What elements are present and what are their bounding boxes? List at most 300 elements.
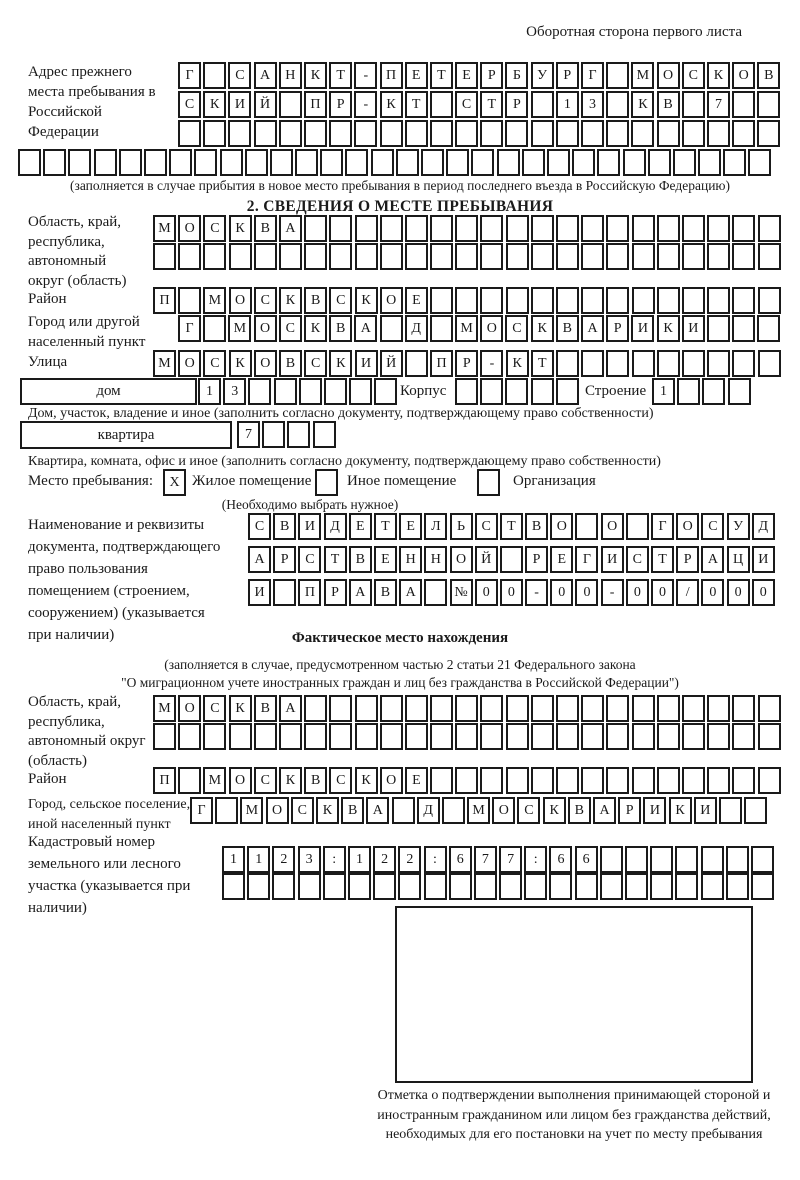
char-cell[interactable] xyxy=(556,378,579,405)
char-cell[interactable] xyxy=(556,350,579,377)
char-cell[interactable]: М xyxy=(455,315,478,342)
char-cell[interactable] xyxy=(758,350,781,377)
char-cell[interactable]: 1 xyxy=(652,378,675,405)
char-cell[interactable] xyxy=(522,149,545,176)
char-cell[interactable]: М xyxy=(203,287,226,314)
char-cell[interactable] xyxy=(329,723,352,750)
char-cell[interactable]: Т xyxy=(480,91,503,118)
char-cell[interactable] xyxy=(556,723,579,750)
char-cell[interactable] xyxy=(751,846,774,873)
char-cell[interactable] xyxy=(480,215,503,242)
char-cell[interactable] xyxy=(262,421,285,448)
char-cell[interactable] xyxy=(355,695,378,722)
char-cell[interactable] xyxy=(178,767,201,794)
char-cell[interactable]: П xyxy=(304,91,327,118)
char-cell[interactable]: В xyxy=(279,350,302,377)
char-cell[interactable] xyxy=(625,846,648,873)
char-cell[interactable]: 3 xyxy=(581,91,604,118)
char-cell[interactable]: М xyxy=(240,797,263,824)
char-cell[interactable] xyxy=(480,287,503,314)
char-cell[interactable]: Е xyxy=(405,287,428,314)
char-cell[interactable] xyxy=(304,215,327,242)
checkbox-organization[interactable] xyxy=(477,469,500,496)
char-cell[interactable]: П xyxy=(153,767,176,794)
char-cell[interactable]: О xyxy=(380,767,403,794)
char-cell[interactable]: Е xyxy=(405,62,428,89)
char-cell[interactable]: У xyxy=(531,62,554,89)
char-cell[interactable] xyxy=(549,873,572,900)
char-cell[interactable] xyxy=(632,723,655,750)
char-cell[interactable] xyxy=(581,120,604,147)
char-cell[interactable]: - xyxy=(480,350,503,377)
char-cell[interactable]: С xyxy=(298,546,321,573)
char-cell[interactable]: / xyxy=(676,579,699,606)
char-cell[interactable] xyxy=(732,723,755,750)
char-cell[interactable] xyxy=(682,767,705,794)
char-cell[interactable]: М xyxy=(153,215,176,242)
char-cell[interactable] xyxy=(380,315,403,342)
char-cell[interactable] xyxy=(405,695,428,722)
char-cell[interactable]: И xyxy=(355,350,378,377)
char-cell[interactable] xyxy=(329,243,352,270)
char-cell[interactable]: С xyxy=(254,767,277,794)
char-cell[interactable]: 0 xyxy=(651,579,674,606)
char-cell[interactable] xyxy=(480,723,503,750)
char-cell[interactable] xyxy=(531,723,554,750)
char-cell[interactable] xyxy=(245,149,268,176)
char-cell[interactable] xyxy=(349,378,372,405)
char-cell[interactable] xyxy=(203,62,226,89)
char-cell[interactable] xyxy=(506,243,529,270)
char-cell[interactable]: Т xyxy=(500,513,523,540)
char-cell[interactable]: И xyxy=(643,797,666,824)
char-cell[interactable]: 1 xyxy=(556,91,579,118)
char-cell[interactable]: К xyxy=(279,767,302,794)
char-cell[interactable] xyxy=(707,695,730,722)
char-cell[interactable] xyxy=(648,149,671,176)
char-cell[interactable]: К xyxy=(304,315,327,342)
char-cell[interactable]: 7 xyxy=(237,421,260,448)
char-cell[interactable]: 0 xyxy=(575,579,598,606)
char-cell[interactable]: Е xyxy=(374,546,397,573)
char-cell[interactable] xyxy=(631,120,654,147)
char-cell[interactable]: И xyxy=(228,91,251,118)
char-cell[interactable] xyxy=(304,723,327,750)
char-cell[interactable]: К xyxy=(316,797,339,824)
char-cell[interactable]: 3 xyxy=(298,846,321,873)
char-cell[interactable] xyxy=(43,149,66,176)
char-cell[interactable]: С xyxy=(248,513,271,540)
char-cell[interactable] xyxy=(675,846,698,873)
char-cell[interactable] xyxy=(682,350,705,377)
char-cell[interactable] xyxy=(757,91,780,118)
char-cell[interactable] xyxy=(430,287,453,314)
char-cell[interactable] xyxy=(497,149,520,176)
char-cell[interactable] xyxy=(287,421,310,448)
char-cell[interactable]: К xyxy=(657,315,680,342)
char-cell[interactable] xyxy=(474,873,497,900)
char-cell[interactable] xyxy=(657,120,680,147)
char-cell[interactable] xyxy=(600,873,623,900)
char-cell[interactable]: 1 xyxy=(247,846,270,873)
char-cell[interactable] xyxy=(194,149,217,176)
char-cell[interactable]: В xyxy=(304,767,327,794)
char-cell[interactable]: А xyxy=(354,315,377,342)
char-cell[interactable] xyxy=(329,695,352,722)
char-cell[interactable]: Т xyxy=(329,62,352,89)
char-cell[interactable] xyxy=(581,215,604,242)
char-cell[interactable]: О xyxy=(450,546,473,573)
char-cell[interactable] xyxy=(524,873,547,900)
char-cell[interactable] xyxy=(405,243,428,270)
char-cell[interactable]: М xyxy=(153,350,176,377)
char-cell[interactable] xyxy=(758,695,781,722)
char-cell[interactable] xyxy=(424,873,447,900)
char-cell[interactable] xyxy=(702,378,725,405)
char-cell[interactable] xyxy=(380,120,403,147)
char-cell[interactable]: И xyxy=(694,797,717,824)
char-cell[interactable] xyxy=(348,873,371,900)
char-cell[interactable]: 6 xyxy=(575,846,598,873)
char-cell[interactable]: 6 xyxy=(549,846,572,873)
char-cell[interactable]: П xyxy=(430,350,453,377)
char-cell[interactable] xyxy=(345,149,368,176)
char-cell[interactable]: Г xyxy=(651,513,674,540)
char-cell[interactable]: 0 xyxy=(550,579,573,606)
char-cell[interactable] xyxy=(380,243,403,270)
char-cell[interactable]: П xyxy=(153,287,176,314)
char-cell[interactable]: Б xyxy=(505,62,528,89)
char-cell[interactable]: К xyxy=(531,315,554,342)
char-cell[interactable]: А xyxy=(399,579,422,606)
char-cell[interactable] xyxy=(657,695,680,722)
char-cell[interactable] xyxy=(581,287,604,314)
char-cell[interactable]: О xyxy=(229,287,252,314)
char-cell[interactable] xyxy=(279,723,302,750)
char-cell[interactable]: 2 xyxy=(398,846,421,873)
char-cell[interactable] xyxy=(355,243,378,270)
char-cell[interactable] xyxy=(455,120,478,147)
char-cell[interactable]: О xyxy=(178,350,201,377)
char-cell[interactable]: М xyxy=(153,695,176,722)
char-cell[interactable]: О xyxy=(676,513,699,540)
char-cell[interactable]: Р xyxy=(556,62,579,89)
char-cell[interactable] xyxy=(732,350,755,377)
char-cell[interactable]: О xyxy=(380,287,403,314)
char-cell[interactable] xyxy=(707,350,730,377)
char-cell[interactable] xyxy=(430,695,453,722)
char-cell[interactable] xyxy=(153,723,176,750)
char-cell[interactable]: И xyxy=(682,315,705,342)
char-cell[interactable]: 3 xyxy=(223,378,246,405)
char-cell[interactable] xyxy=(324,378,347,405)
char-cell[interactable] xyxy=(657,350,680,377)
char-cell[interactable]: В xyxy=(556,315,579,342)
char-cell[interactable] xyxy=(421,149,444,176)
char-cell[interactable] xyxy=(556,287,579,314)
char-cell[interactable] xyxy=(222,873,245,900)
char-cell[interactable] xyxy=(279,91,302,118)
char-cell[interactable]: Р xyxy=(618,797,641,824)
char-cell[interactable] xyxy=(650,873,673,900)
char-cell[interactable] xyxy=(500,546,523,573)
char-cell[interactable]: 2 xyxy=(373,846,396,873)
char-cell[interactable] xyxy=(575,513,598,540)
char-cell[interactable] xyxy=(354,120,377,147)
char-cell[interactable]: Н xyxy=(424,546,447,573)
char-cell[interactable] xyxy=(623,149,646,176)
char-cell[interactable] xyxy=(480,243,503,270)
char-cell[interactable] xyxy=(430,215,453,242)
char-cell[interactable]: Р xyxy=(676,546,699,573)
char-cell[interactable] xyxy=(178,287,201,314)
char-cell[interactable] xyxy=(405,350,428,377)
char-cell[interactable]: О xyxy=(601,513,624,540)
char-cell[interactable] xyxy=(581,767,604,794)
char-cell[interactable]: О xyxy=(550,513,573,540)
char-cell[interactable] xyxy=(682,287,705,314)
char-cell[interactable] xyxy=(430,120,453,147)
char-cell[interactable] xyxy=(682,120,705,147)
char-cell[interactable] xyxy=(480,120,503,147)
char-cell[interactable] xyxy=(153,243,176,270)
char-cell[interactable]: 0 xyxy=(701,579,724,606)
char-cell[interactable]: К xyxy=(380,91,403,118)
char-cell[interactable] xyxy=(505,120,528,147)
char-cell[interactable] xyxy=(757,120,780,147)
char-cell[interactable] xyxy=(430,767,453,794)
char-cell[interactable] xyxy=(18,149,41,176)
char-cell[interactable]: И xyxy=(298,513,321,540)
char-cell[interactable] xyxy=(254,120,277,147)
char-cell[interactable]: С xyxy=(505,315,528,342)
char-cell[interactable] xyxy=(632,287,655,314)
char-cell[interactable] xyxy=(380,723,403,750)
char-cell[interactable]: И xyxy=(752,546,775,573)
char-cell[interactable]: Д xyxy=(417,797,440,824)
char-cell[interactable]: В xyxy=(525,513,548,540)
char-cell[interactable] xyxy=(606,695,629,722)
char-cell[interactable]: С xyxy=(682,62,705,89)
char-cell[interactable] xyxy=(732,287,755,314)
char-cell[interactable] xyxy=(405,723,428,750)
char-cell[interactable]: О xyxy=(480,315,503,342)
char-cell[interactable] xyxy=(581,695,604,722)
char-cell[interactable] xyxy=(304,243,327,270)
char-cell[interactable]: С xyxy=(475,513,498,540)
char-cell[interactable]: Р xyxy=(606,315,629,342)
char-cell[interactable]: К xyxy=(203,91,226,118)
char-cell[interactable] xyxy=(68,149,91,176)
char-cell[interactable] xyxy=(531,767,554,794)
char-cell[interactable] xyxy=(626,513,649,540)
char-cell[interactable] xyxy=(556,243,579,270)
char-cell[interactable] xyxy=(726,873,749,900)
char-cell[interactable] xyxy=(229,243,252,270)
char-cell[interactable]: - xyxy=(601,579,624,606)
char-cell[interactable]: 6 xyxy=(449,846,472,873)
char-cell[interactable] xyxy=(380,215,403,242)
char-cell[interactable] xyxy=(320,149,343,176)
char-cell[interactable] xyxy=(701,846,724,873)
char-cell[interactable]: С xyxy=(279,315,302,342)
char-cell[interactable] xyxy=(556,695,579,722)
char-cell[interactable] xyxy=(723,149,746,176)
char-cell[interactable] xyxy=(203,120,226,147)
char-cell[interactable] xyxy=(272,873,295,900)
char-cell[interactable]: Е xyxy=(349,513,372,540)
char-cell[interactable]: К xyxy=(707,62,730,89)
char-cell[interactable]: Е xyxy=(550,546,573,573)
char-cell[interactable] xyxy=(273,579,296,606)
char-cell[interactable]: Т xyxy=(430,62,453,89)
char-cell[interactable]: : xyxy=(323,846,346,873)
char-cell[interactable] xyxy=(726,846,749,873)
char-cell[interactable]: К xyxy=(229,350,252,377)
char-cell[interactable] xyxy=(455,767,478,794)
char-cell[interactable] xyxy=(279,243,302,270)
char-cell[interactable] xyxy=(531,120,554,147)
char-cell[interactable] xyxy=(455,378,478,405)
char-cell[interactable]: В xyxy=(304,287,327,314)
char-cell[interactable] xyxy=(632,767,655,794)
char-cell[interactable]: О xyxy=(178,215,201,242)
char-cell[interactable]: № xyxy=(450,579,473,606)
char-cell[interactable] xyxy=(707,243,730,270)
char-cell[interactable]: С xyxy=(254,287,277,314)
char-cell[interactable] xyxy=(215,797,238,824)
char-cell[interactable]: 0 xyxy=(752,579,775,606)
char-cell[interactable] xyxy=(506,215,529,242)
char-cell[interactable]: В xyxy=(341,797,364,824)
char-cell[interactable]: М xyxy=(203,767,226,794)
char-cell[interactable]: Е xyxy=(405,767,428,794)
char-cell[interactable] xyxy=(455,695,478,722)
char-cell[interactable] xyxy=(455,243,478,270)
char-cell[interactable]: Т xyxy=(531,350,554,377)
char-cell[interactable] xyxy=(682,723,705,750)
char-cell[interactable] xyxy=(758,243,781,270)
char-cell[interactable]: В xyxy=(273,513,296,540)
char-cell[interactable] xyxy=(449,873,472,900)
char-cell[interactable]: Р xyxy=(329,91,352,118)
char-cell[interactable] xyxy=(732,695,755,722)
char-cell[interactable] xyxy=(405,215,428,242)
char-cell[interactable]: К xyxy=(543,797,566,824)
char-cell[interactable]: К xyxy=(355,287,378,314)
char-cell[interactable] xyxy=(606,287,629,314)
char-cell[interactable]: А xyxy=(593,797,616,824)
char-cell[interactable] xyxy=(304,120,327,147)
char-cell[interactable] xyxy=(506,767,529,794)
char-cell[interactable]: Й xyxy=(254,91,277,118)
char-cell[interactable]: 7 xyxy=(707,91,730,118)
char-cell[interactable] xyxy=(506,287,529,314)
char-cell[interactable] xyxy=(254,723,277,750)
char-cell[interactable] xyxy=(581,350,604,377)
char-cell[interactable] xyxy=(701,873,724,900)
char-cell[interactable] xyxy=(220,149,243,176)
char-cell[interactable] xyxy=(751,873,774,900)
char-cell[interactable] xyxy=(480,695,503,722)
char-cell[interactable] xyxy=(355,723,378,750)
char-cell[interactable] xyxy=(254,243,277,270)
char-cell[interactable]: С xyxy=(517,797,540,824)
char-cell[interactable] xyxy=(374,378,397,405)
char-cell[interactable] xyxy=(430,723,453,750)
char-cell[interactable]: Р xyxy=(324,579,347,606)
char-cell[interactable]: О xyxy=(492,797,515,824)
char-cell[interactable]: Й xyxy=(380,350,403,377)
char-cell[interactable] xyxy=(248,378,271,405)
char-cell[interactable]: И xyxy=(601,546,624,573)
char-cell[interactable]: М xyxy=(631,62,654,89)
char-cell[interactable]: 7 xyxy=(474,846,497,873)
char-cell[interactable]: Т xyxy=(374,513,397,540)
char-cell[interactable] xyxy=(430,315,453,342)
char-cell[interactable]: Ь xyxy=(450,513,473,540)
char-cell[interactable]: Л xyxy=(424,513,447,540)
char-cell[interactable]: С xyxy=(228,62,251,89)
char-cell[interactable]: 0 xyxy=(626,579,649,606)
char-cell[interactable]: В xyxy=(254,215,277,242)
char-cell[interactable] xyxy=(632,695,655,722)
char-cell[interactable]: С xyxy=(329,767,352,794)
char-cell[interactable] xyxy=(480,378,503,405)
char-cell[interactable]: Ц xyxy=(727,546,750,573)
char-cell[interactable]: К xyxy=(229,215,252,242)
char-cell[interactable] xyxy=(657,243,680,270)
char-cell[interactable]: Р xyxy=(480,62,503,89)
char-cell[interactable]: С xyxy=(304,350,327,377)
char-cell[interactable] xyxy=(169,149,192,176)
char-cell[interactable] xyxy=(270,149,293,176)
char-cell[interactable]: И xyxy=(631,315,654,342)
char-cell[interactable] xyxy=(732,767,755,794)
char-cell[interactable]: А xyxy=(366,797,389,824)
char-cell[interactable]: П xyxy=(380,62,403,89)
char-cell[interactable]: В xyxy=(254,695,277,722)
char-cell[interactable] xyxy=(625,873,648,900)
char-cell[interactable] xyxy=(707,287,730,314)
char-cell[interactable] xyxy=(424,579,447,606)
char-cell[interactable] xyxy=(657,287,680,314)
char-cell[interactable] xyxy=(556,120,579,147)
char-cell[interactable] xyxy=(606,91,629,118)
char-cell[interactable]: Д xyxy=(405,315,428,342)
char-cell[interactable] xyxy=(371,149,394,176)
char-cell[interactable]: С xyxy=(203,350,226,377)
char-cell[interactable] xyxy=(606,215,629,242)
char-cell[interactable]: К xyxy=(304,62,327,89)
char-cell[interactable] xyxy=(442,797,465,824)
char-cell[interactable]: А xyxy=(254,62,277,89)
char-cell[interactable] xyxy=(719,797,742,824)
char-cell[interactable] xyxy=(355,215,378,242)
char-cell[interactable]: Д xyxy=(752,513,775,540)
char-cell[interactable] xyxy=(600,846,623,873)
char-cell[interactable] xyxy=(682,215,705,242)
char-cell[interactable] xyxy=(178,243,201,270)
char-cell[interactable]: О xyxy=(732,62,755,89)
char-cell[interactable] xyxy=(707,767,730,794)
char-cell[interactable] xyxy=(299,378,322,405)
char-cell[interactable] xyxy=(531,287,554,314)
char-cell[interactable]: К xyxy=(229,695,252,722)
char-cell[interactable] xyxy=(94,149,117,176)
char-cell[interactable] xyxy=(279,120,302,147)
char-cell[interactable] xyxy=(396,149,419,176)
